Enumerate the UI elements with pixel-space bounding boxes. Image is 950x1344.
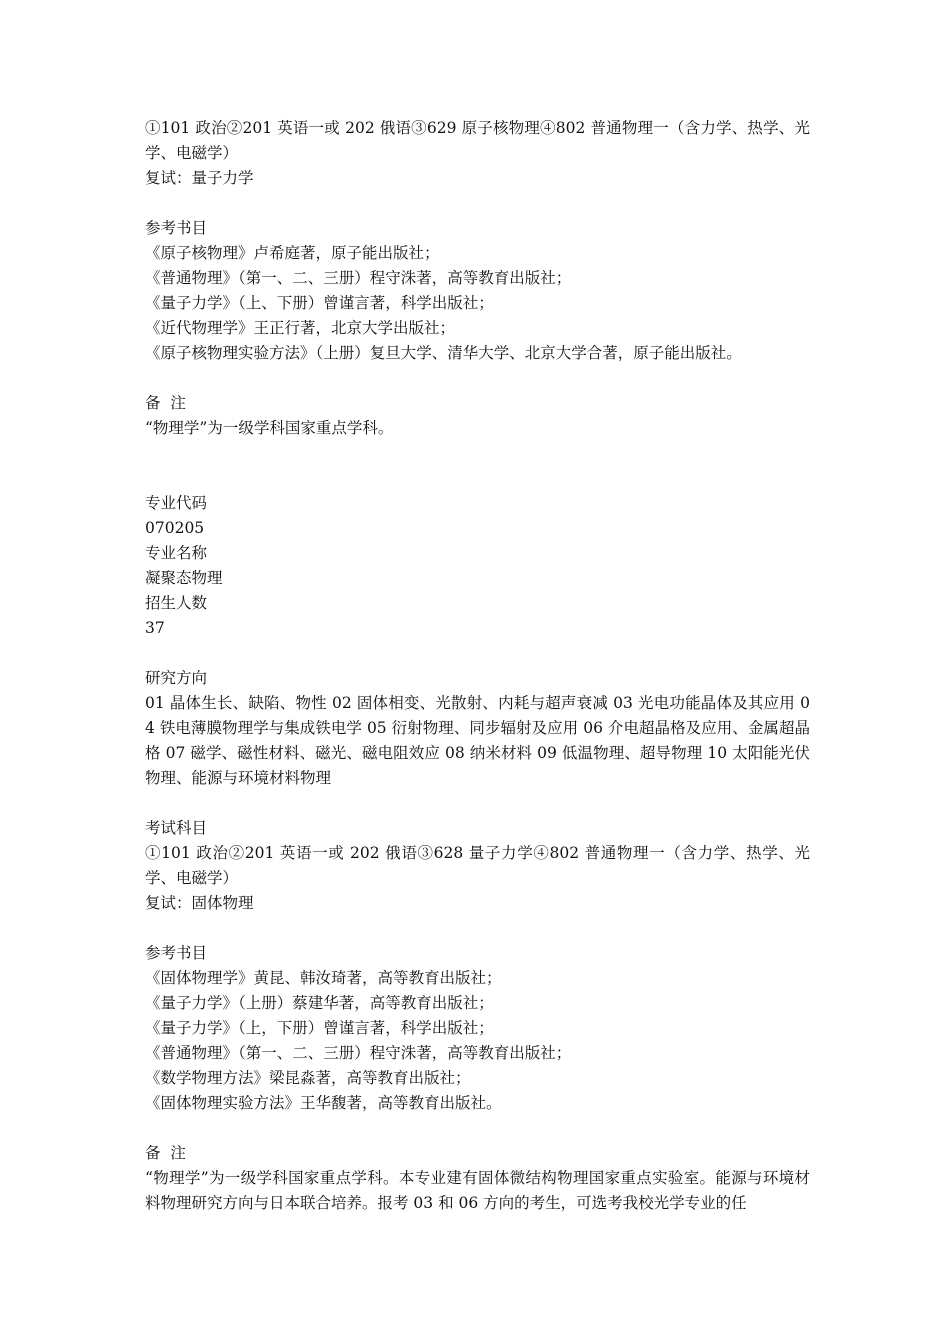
major-code-label: 专业代码 — [145, 494, 208, 512]
reference-book-item: 《量子力学》（上册）蔡建华著，高等教育出版社； — [145, 994, 494, 1012]
research-directions-heading: 研究方向 — [145, 669, 208, 687]
reference-book-item: 《量子力学》（上、下册）曾谨言著，科学出版社； — [145, 294, 494, 312]
reference-book-item: 《原子核物理实验方法》（上册）复旦大学、清华大学、北京大学合著，原子能出版社。 — [145, 344, 742, 362]
notes-heading: 备 注 — [145, 394, 186, 412]
reference-book-item: 《原子核物理》卢希庭著，原子能出版社； — [145, 244, 440, 262]
exam-subjects-heading: 考试科目 — [145, 819, 208, 837]
research-directions-text: 01 晶体生长、缺陷、物性 02 固体相变、光散射、内耗与超声衰减 03 光电功能晶体及其应用 04 铁电薄膜物理学与集成铁电学 05 衍射物理、同步辐射及应用 06 介电超晶格及应用、金属超晶格 07 磁学、磁性材料、磁光、磁电阻效应 08 纳米材料 09 低温物理、超导物理 10 太阳能光伏物理、能源与环境材料物理 — [145, 694, 810, 787]
reference-books-heading: 参考书目 — [145, 944, 208, 962]
reference-books-heading: 参考书目 — [145, 219, 208, 237]
reference-book-item: 《固体物理实验方法》王华馥著，高等教育出版社。 — [145, 1094, 502, 1112]
major-code-value: 070205 — [145, 519, 205, 537]
reference-book-item: 《普通物理》（第一、二、三册）程守洙著，高等教育出版社； — [145, 1044, 572, 1062]
reference-book-item: 《量子力学》（上，下册）曾谨言著，科学出版社； — [145, 1019, 494, 1037]
exam-subjects-text: ①101 政治②201 英语一或 202 俄语③628 量子力学④802 普通物理一（含力学、热学、光学、电磁学） — [145, 844, 810, 887]
notes-heading: 备 注 — [145, 1144, 186, 1162]
reference-book-item: 《近代物理学》王正行著，北京大学出版社； — [145, 319, 456, 337]
reference-book-item: 《普通物理》（第一、二、三册）程守洙著，高等教育出版社； — [145, 269, 572, 287]
reference-book-item: 《数学物理方法》梁昆淼著，高等教育出版社； — [145, 1069, 471, 1087]
enrollment-label: 招生人数 — [145, 594, 208, 612]
retest-text: 复试：量子力学 — [145, 169, 254, 187]
enrollment-value: 37 — [145, 619, 165, 637]
notes-text: “物理学”为一级学科国家重点学科。本专业建有固体微结构物理国家重点实验室。能源与环境材料物理研究方向与日本联合培养。报考 03 和 06 方向的考生，可选考我校光学专业的任 — [145, 1169, 810, 1212]
retest-text: 复试：固体物理 — [145, 894, 254, 912]
reference-book-item: 《固体物理学》黄昆、韩汝琦著，高等教育出版社； — [145, 969, 502, 987]
major-name-value: 凝聚态物理 — [145, 569, 223, 587]
notes-text: “物理学”为一级学科国家重点学科。 — [145, 419, 394, 437]
exam-subjects-text: ①101 政治②201 英语一或 202 俄语③629 原子核物理④802 普通物理一（含力学、热学、光学、电磁学） — [145, 119, 810, 162]
major-name-label: 专业名称 — [145, 544, 208, 562]
